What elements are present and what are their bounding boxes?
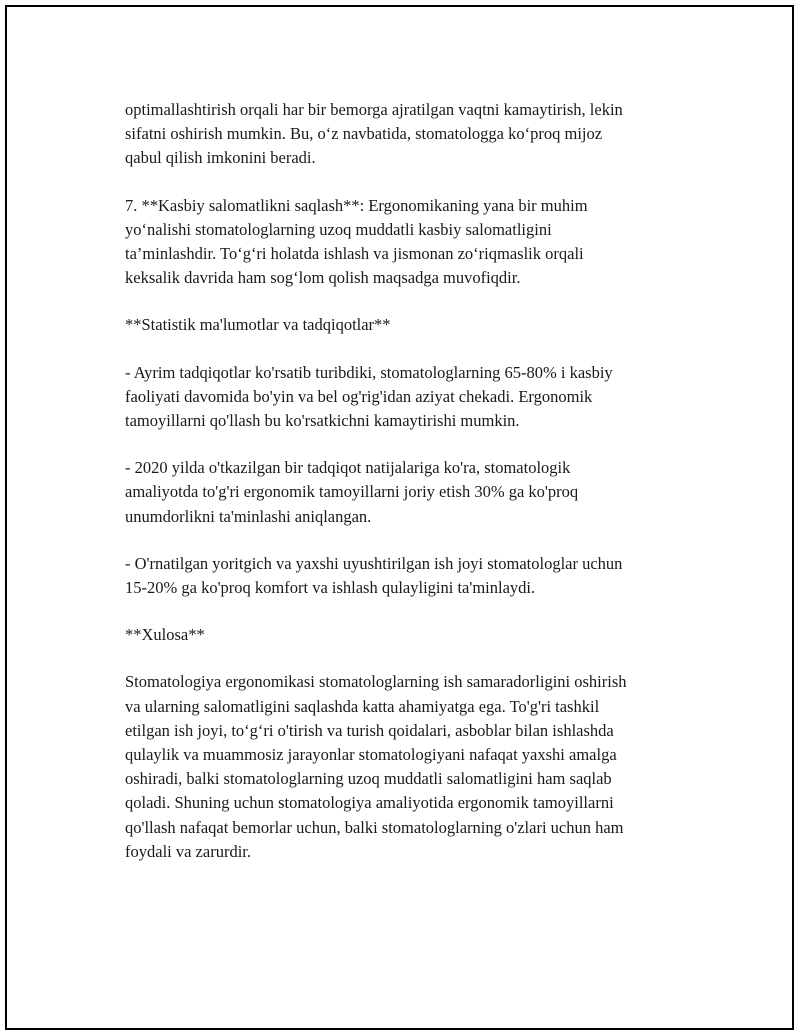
paragraph-conclusion: Stomatologiya ergonomikasi stomatologlarning ish samaradorligini oshirish va ularning salomatligini saqlashda katta ahamiyatga ega. To'g'ri tashkil etilgan ish joyi, to‘g‘ri o'tirish va turish qoidalari, asboblar bilan ishlashda qulaylik va muammosiz jarayonlar stomatologiyani nafaqat yaxshi amalga oshiradi, balki stomatologlarning uzoq muddatli salomatligini ham saqlab qoladi. Shuning uchun stomatologiya amaliyotida ergonomik tamoyillarni qo'llash nafaqat bemorlar uchun, balki stomatologlarning o'zlari uchun ham foydali va zarurdir. <box>125 672 627 861</box>
paragraph-intro-continuation: optimallashtirish orqali har bir bemorga ajratilgan vaqtni kamaytirish, lekin sifatni oshirish mumkin. Bu, o‘z navbatida, stomatologga ko‘proq mijoz qabul qilish imkonini beradi. <box>125 100 623 168</box>
document-body <box>125 98 695 887</box>
bullet-statistic-3: - O'rnatilgan yoritgich va yaxshi uyushtirilgan ish joyi stomatologlar uchun 15-20% ga ko'proq komfort va ishlash qulayligini ta'minlaydi. <box>125 553 623 598</box>
page-frame <box>5 5 794 1030</box>
paragraph-item-7: 7. **Kasbiy salomatlikni saqlash**: Ergonomikaning yana bir muhim yo‘nalishi stomatologlarning uzoq muddatli kasbiy salomatligini ta’minlashdir. To‘g‘ri holatda ishlash va jismonan zo‘riqmaslik orqali keksalik davrida ham sog‘lom qolish maqsadga muvofiqdir. <box>125 195 588 288</box>
section-heading-conclusion: **Xulosa** <box>125 625 205 645</box>
bullet-statistic-2: - 2020 yilda o'tkazilgan bir tadqiqot natijalariga ko'ra, stomatologik amaliyotda to'g'ri ergonomik tamoyillarni joriy etish 30% ga ko'proq unumdorlikni ta'minlashi aniqlangan. <box>125 458 579 526</box>
bullet-statistic-1: - Ayrim tadqiqotlar ko'rsatib turibdiki, stomatologlarning 65-80% i kasbiy faoliyati davomida bo'yin va bel og'rig'idan aziyat chekadi. Ergonomik tamoyillarni qo'llash bu ko'rsatkichni kamaytirishi mumkin. <box>125 362 613 431</box>
section-heading-statistics: **Statistik ma'lumotlar va tadqiqotlar** <box>125 315 391 335</box>
